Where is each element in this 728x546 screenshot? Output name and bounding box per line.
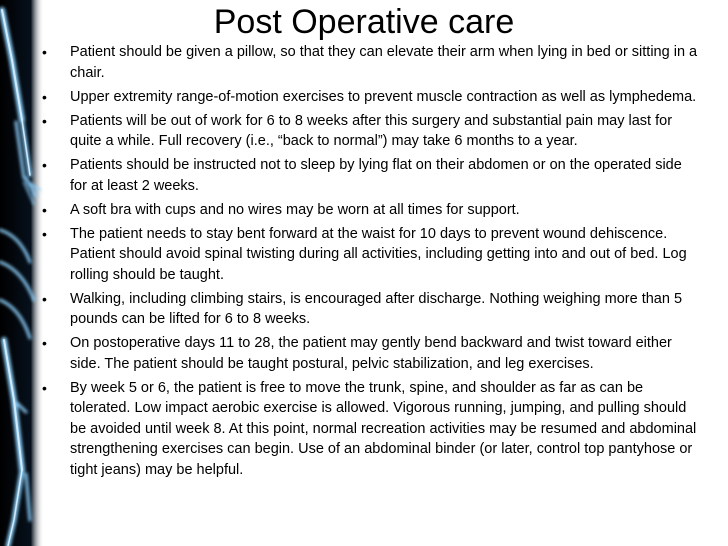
list-item <box>38 224 698 286</box>
bullet-text: By week 5 or 6, the patient is free to move the trunk, spine, and shoulder as far as can be tolerated. Low impact aerobic exercise is allowed. Vigorous running, jumping, and pulling should be avoided until week 8. At this point, normal recreation activities may be resumed and abdominal strengthening exercises can begin. Use of an abdominal binder (or later, control top pantyhose or tight jeans) may be helpful. <box>70 379 697 478</box>
list-item <box>38 111 698 152</box>
bullet-marker: • <box>42 225 47 242</box>
list-item <box>38 200 698 221</box>
bullet-text: The patient needs to stay bent forward at the waist for 10 days to prevent wound dehiscence. Patient should avoid spinal twisting during all activities, including getting into and out of bed. Log rolling should be taught. <box>70 225 687 283</box>
bullet-text: A soft bra with cups and no wires may be worn at all times for support. <box>70 201 520 218</box>
bullet-marker: • <box>42 112 47 129</box>
list-item <box>38 87 698 108</box>
list-item <box>38 378 698 481</box>
list-item <box>38 333 698 374</box>
bullet-marker: • <box>42 290 47 307</box>
bullet-marker: • <box>42 379 47 396</box>
list-item <box>38 42 698 83</box>
bullet-marker: • <box>42 157 47 173</box>
bullet-list <box>38 42 698 484</box>
bullet-text: Patients should be instructed not to sleep by lying flat on their abdomen or on the operated side for at least 2 weeks. <box>70 157 682 194</box>
list-item <box>38 155 698 196</box>
list-item <box>38 289 698 330</box>
bullet-text: Upper extremity range-of-motion exercises to prevent muscle contraction as well as lymphedema. <box>70 88 697 105</box>
bullet-marker: • <box>42 88 47 105</box>
bullet-marker: • <box>42 335 47 351</box>
bullet-marker: • <box>42 201 47 218</box>
bullet-text: Patients will be out of work for 6 to 8 weeks after this surgery and substantial pain may last for quite a while. Full recovery (i.e., “back to normal”) may take 6 months to a year. <box>70 112 673 149</box>
slide-title: Post Operative care <box>213 3 515 41</box>
bullet-text: Patient should be given a pillow, so that they can elevate their arm when lying in bed or sitting in a chair. <box>70 44 698 81</box>
bullet-text: On postoperative days 11 to 28, the patient may gently bend backward and twist toward either side. The patient should be taught postural, pelvic stabilization, and leg exercises. <box>70 335 672 372</box>
bullet-text: Walking, including climbing stairs, is encouraged after discharge. Nothing weighing more than 5 pounds can be lifted for 6 to 8 weeks. <box>70 290 683 327</box>
bullet-marker: • <box>42 44 47 60</box>
